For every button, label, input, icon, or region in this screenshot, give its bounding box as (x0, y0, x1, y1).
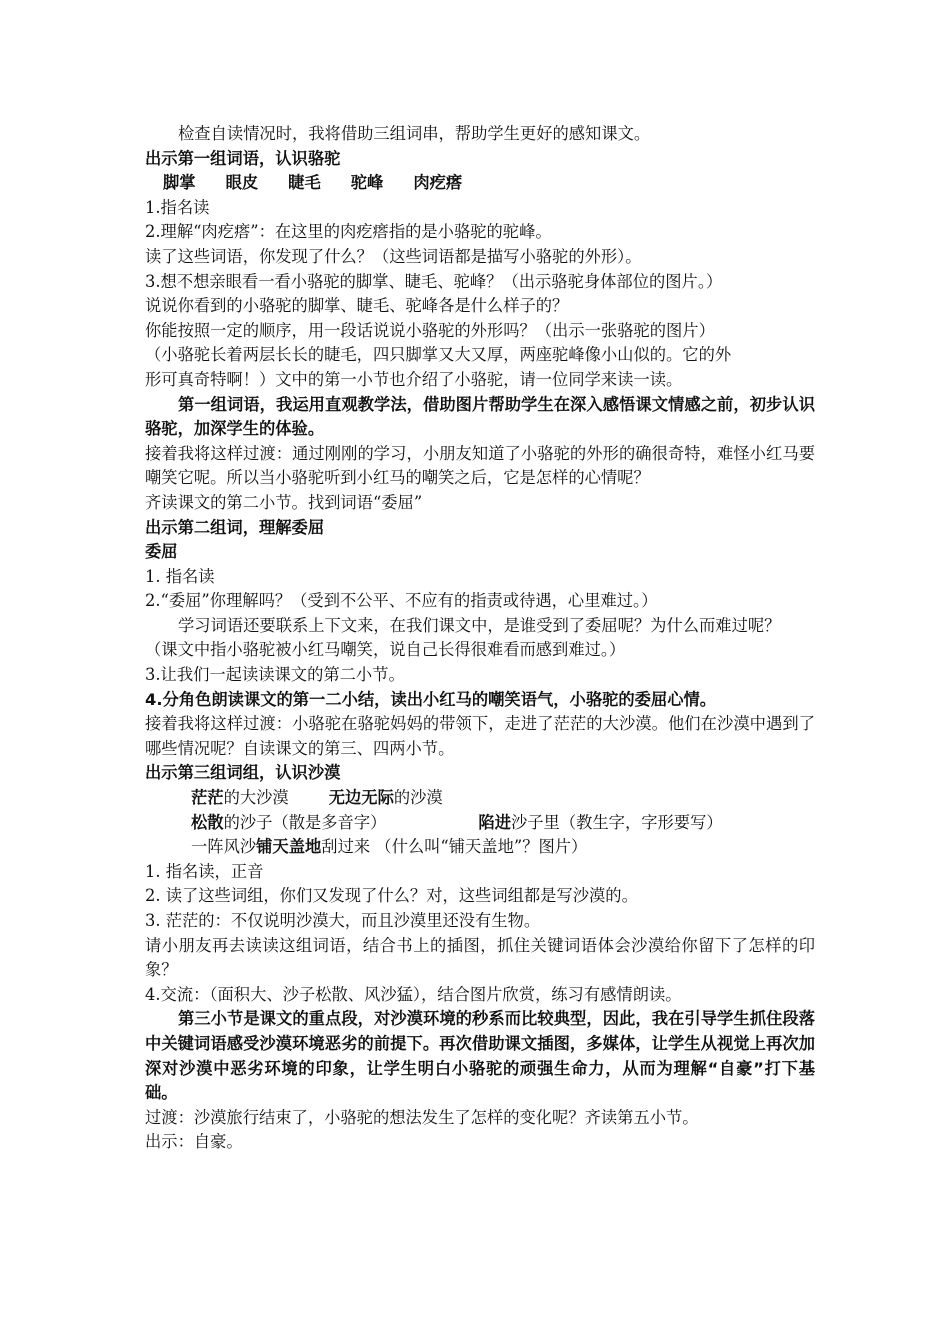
summary-paragraph: 第一组词语，我运用直观教学法，借助图片帮助学生在深入感悟课文情感之前，初步认识骆驼，加深学生的体验。 (145, 394, 815, 439)
keyword: 铺天盖地 (256, 837, 322, 857)
keyword: 陷进 (478, 812, 511, 832)
section-heading: 出示第二组词，理解委屈 (145, 517, 325, 537)
phrase: 的沙子（散是多音字） (223, 812, 387, 832)
section-heading: 出示第一组词语，认识骆驼 (145, 148, 341, 168)
paragraph: 形可真奇特啊！）文中的第一小节也介绍了小骆驼，请一位同学来读一读。 (145, 369, 683, 389)
list-item: 2.“委屈”你理解吗？（受到不公平、不应有的指责或待遇，心里难过。） (145, 591, 658, 611)
phrase: 刮过来 （什么叫“铺天盖地”？图片） (321, 837, 588, 857)
list-item: 3. 茫茫的：不仅说明沙漠大，而且沙漠里还没有生物。 (145, 911, 541, 930)
word: 肉疙瘩 (413, 173, 463, 193)
phrase: 的大沙漠 (223, 788, 289, 808)
keyword: 无边无际 (328, 788, 394, 808)
paragraph: 学习词语还要联系上下文来，在我们课文中，是谁受到了委屈呢？为什么而难过呢？ (178, 615, 781, 635)
paragraph: 你能按照一定的顺序，用一段话说说小骆驼的外形吗？（出示一张骆驼的图片） (145, 320, 715, 340)
list-item: 3.想不想亲眼看一看小骆驼的脚掌、睫毛、驼峰？（出示骆驼身体部位的图片。） (145, 271, 723, 291)
paragraph: （小骆驼长着两层长长的睫毛，四只脚掌又大又厚，两座驼峰像小山似的。它的外 (145, 345, 732, 365)
list-item: 1. 指名读 (145, 566, 215, 586)
document-page (145, 122, 815, 1155)
phrase: 的沙漠 (393, 788, 443, 808)
paragraph: 接着我将这样过渡：小骆驼在骆驼妈妈的带领下，走进了茫茫的大沙漠。他们在沙漠中遇到了哪些情况呢？自读课文的第三、四两小节。 (145, 714, 815, 758)
list-item: 2.理解“肉疙瘩”：在这里的肉疙瘩指的是小骆驼的驼峰。 (145, 222, 552, 242)
summary-paragraph: 第三小节是课文的重点段，对沙漠环境的秒系而比较典型，因此，我在引导学生抓住段落中关键词语感受沙漠环境恶劣的前提下。再次借助课文插图，多媒体，让学生从视觉上再次加深对沙漠中恶劣环境的印象，让学生明白小骆驼的顽强生命力，从而为理解“自豪”打下基础。 (145, 1009, 815, 1103)
phrase-row (145, 811, 815, 836)
word: 脚掌 (163, 173, 196, 193)
paragraph: 检查自读情况时，我将借助三组词串，帮助学生更好的感知课文。 (178, 124, 651, 143)
section-heading: 出示第三组词组，认识沙漠 (145, 763, 341, 783)
list-item: 2. 读了这些词组，你们又发现了什么？对，这些词组都是写沙漠的。 (145, 886, 638, 906)
paragraph: 过渡：沙漠旅行结束了，小骆驼的想法发生了怎样的变化呢？齐读第五小节。 (145, 1107, 699, 1127)
keyword: 松散 (191, 812, 224, 832)
paragraph: 读了这些词语，你发现了什么？（这些词语都是描写小骆驼的外形）。 (145, 246, 642, 266)
paragraph: 出示：自豪。 (145, 1132, 243, 1152)
phrase-row (145, 786, 815, 811)
paragraph: 齐读课文的第二小节。找到词语“委屈” (145, 492, 423, 512)
keyword: 茫茫 (191, 788, 224, 808)
paragraph: 说说你看到的小骆驼的脚掌、睫毛、驼峰各是什么样子的？ (145, 296, 569, 316)
list-item: 4.分角色朗读课文的第一二小结，读出小红马的嘲笑语气，小骆驼的委屈心情。 (145, 689, 717, 709)
word-list (145, 171, 815, 196)
word: 驼峰 (350, 173, 384, 193)
list-item: 3.让我们一起读读课文的第二小节。 (145, 665, 405, 685)
paragraph: 接着我将这样过渡：通过刚刚的学习，小朋友知道了小骆驼的外形的确很奇特，难怪小红马要嘲笑它呢。所以当小骆驼听到小红马的嘲笑之后，它是怎样的心情呢？ (145, 443, 815, 488)
list-item: 1.指名读 (145, 197, 210, 217)
phrase: 一阵风沙 (191, 837, 257, 857)
phrase-row (145, 835, 815, 860)
word: 眼皮 (225, 173, 259, 193)
word: 睫毛 (288, 173, 321, 193)
list-item: 4.交流：（面积大、沙子松散、风沙猛），结合图片欣赏，练习有感情朗读。 (145, 984, 682, 1004)
list-item: 1. 指名读，正音 (145, 861, 264, 881)
word: 委屈 (145, 542, 178, 562)
paragraph: 请小朋友再去读读这组词语，结合书上的插图，抓住关键词语体会沙漠给你留下了怎样的印象？ (145, 935, 815, 980)
paragraph: （课文中指小骆驼被小红马嘲笑，说自己长得很难看而感到难过。） (145, 640, 626, 660)
phrase: 沙子里（教生字，字形要写） (510, 812, 723, 832)
